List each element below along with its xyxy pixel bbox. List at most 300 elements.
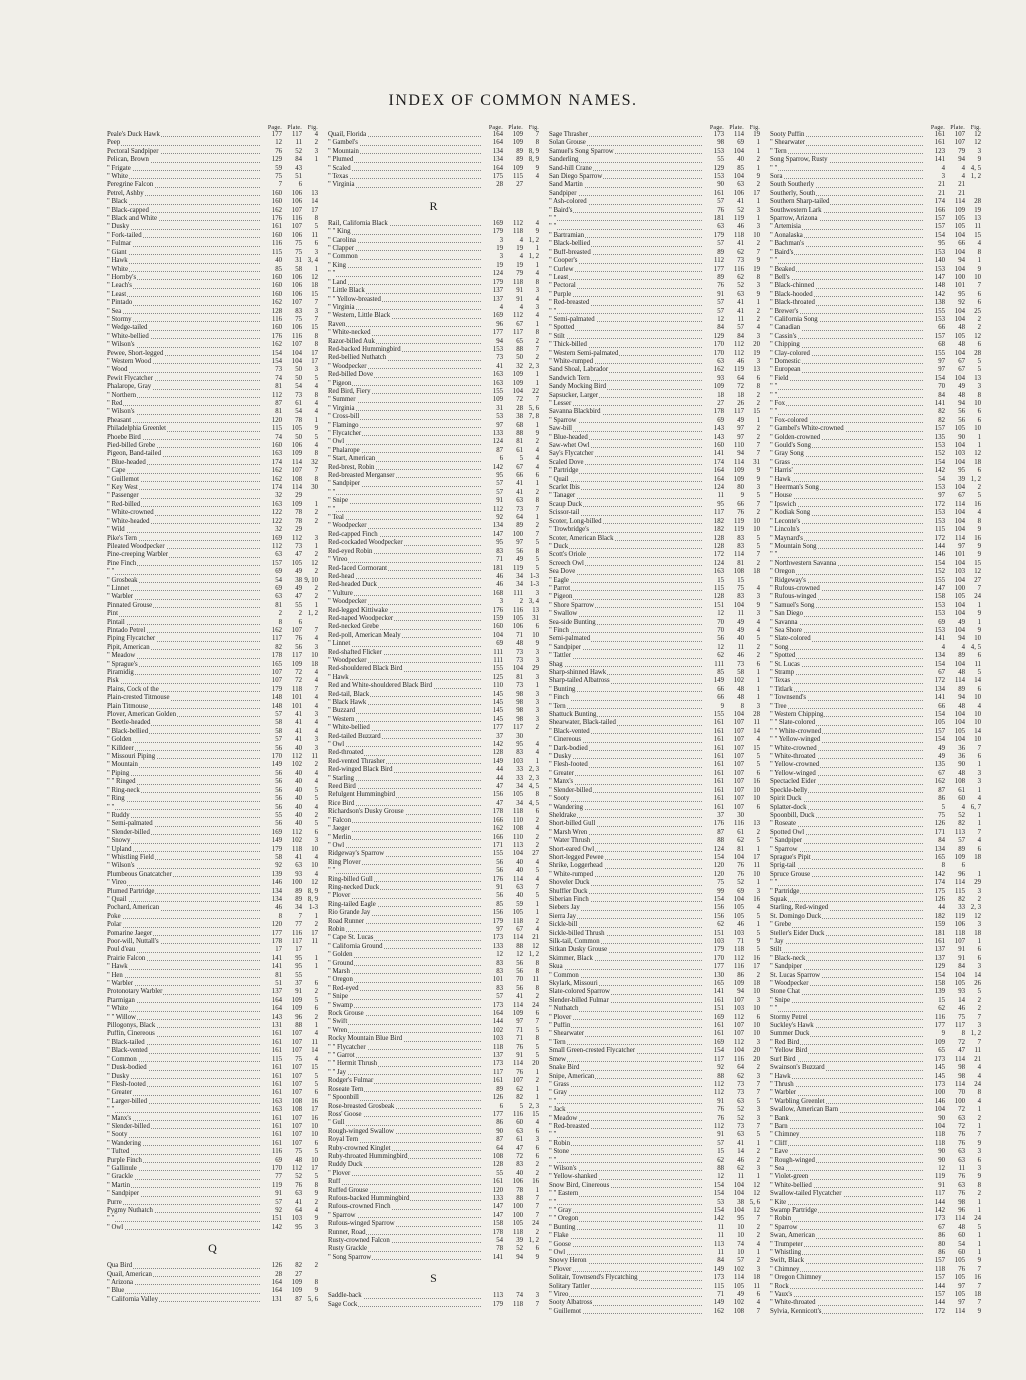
entry-plate: 91 [295, 988, 302, 996]
entry-fig: 18 [753, 980, 760, 988]
index-entry [328, 565, 539, 573]
entry-plate: 46 [958, 1005, 965, 1013]
entry-plate: 116 [292, 929, 302, 937]
entry-plate: 39 [958, 475, 965, 483]
entry-plate: 96 [295, 1013, 302, 1021]
index-entry [328, 1010, 539, 1018]
entry-plate: 60 [516, 1119, 523, 1127]
entry-name [107, 1047, 262, 1055]
index-entry [328, 220, 539, 228]
entry-name-text: Sooty Puffin [770, 131, 805, 138]
entry-page: 166 [492, 833, 503, 841]
entry-fig: 1, 2 [970, 173, 981, 181]
entry-fig: 1, 2 [528, 1237, 539, 1244]
index-entry [549, 139, 760, 147]
entry-page: 100 [934, 1089, 945, 1097]
entry-fig: 4 [314, 669, 318, 676]
entry-name-text: " " [770, 383, 778, 391]
entry-plate: 113 [513, 841, 523, 849]
entry-name [328, 1119, 483, 1127]
entry-fig: 30 [311, 484, 318, 492]
entry-name-text: " Gambel's [328, 139, 358, 147]
entry-name-text: " Key West [107, 484, 138, 492]
entry-page: 177 [271, 929, 282, 937]
entry-name-text: Quail, American [107, 1270, 152, 1278]
entry-name [770, 593, 925, 601]
entry-name [770, 535, 925, 543]
entry-name [770, 190, 925, 198]
entry-name [549, 131, 704, 139]
entry-plate: 31 [295, 257, 302, 265]
entry-fig: 8 [535, 547, 539, 555]
entry-fig: 9 [756, 290, 760, 298]
index-entry [328, 1103, 539, 1111]
entry-name-text: " Snipe [770, 996, 790, 1004]
entry-plate: 106 [291, 282, 302, 290]
entry-fig: 9 [977, 156, 981, 164]
entry-plate: 112 [513, 312, 523, 320]
entry-fig: 18 [974, 458, 981, 466]
entry-plate: 32 [516, 362, 523, 370]
entry-page: 128 [713, 593, 724, 601]
entry-plate: 48 [958, 769, 965, 777]
entry-page: 56 [275, 786, 282, 794]
entry-name [107, 610, 262, 618]
entry-fig: 8 [314, 450, 318, 458]
entry-plate: 107 [291, 1131, 302, 1139]
entry-name [328, 590, 483, 598]
index-entry [770, 1115, 981, 1123]
entry-plate: 100 [291, 879, 302, 887]
entry-fig: 12 [974, 139, 981, 147]
entry-page: 128 [492, 749, 503, 757]
entry-name [549, 408, 704, 416]
entry-name [549, 879, 704, 887]
entry-page: 153 [934, 248, 945, 256]
entry-name [549, 358, 704, 366]
index-entry [549, 879, 760, 887]
entry-plate: 112 [734, 1038, 744, 1046]
entry-fig: 10 [311, 1122, 318, 1130]
entry-page: 15 [717, 576, 724, 584]
entry-name [107, 854, 262, 862]
entry-fig: 7 [314, 626, 318, 634]
entry-plate: 75 [295, 1148, 302, 1156]
entry-fig: 11 [974, 1047, 981, 1055]
index-entry [328, 951, 539, 959]
entry-name [107, 913, 262, 921]
entry-plate: 76 [958, 1139, 965, 1147]
entry-name-text: " Tern [549, 1038, 566, 1046]
entry-fig: 3, 4 [307, 257, 318, 265]
entry-name [770, 585, 925, 593]
entry-page: 104 [934, 1122, 945, 1130]
entry-name-text: " Purple [549, 290, 572, 298]
entry-name-text: " " Yellow-breasted [328, 295, 381, 303]
entry-fig: 3 [535, 303, 539, 311]
entry-page: 157 [934, 223, 945, 231]
entry-name [107, 1262, 262, 1270]
index-entry [549, 585, 760, 593]
entry-name [328, 1128, 483, 1136]
entry-name [328, 665, 483, 673]
index-entry [549, 988, 760, 996]
entry-plate: 98 [516, 699, 523, 706]
entry-name [107, 753, 262, 761]
index-entry [549, 442, 760, 450]
entry-name-text: " Greater [549, 769, 574, 777]
entry-page: 54 [275, 576, 282, 584]
entry-fig: 1-3 [529, 572, 539, 580]
entry-page: 157 [934, 1291, 945, 1299]
entry-plate: 73 [737, 1080, 744, 1088]
entry-name [549, 1131, 704, 1139]
index-entry [107, 543, 318, 551]
entry-plate: 114 [513, 1060, 523, 1068]
entry-page: 160 [713, 442, 724, 450]
entry-page: 177 [492, 329, 503, 337]
entry-name [770, 442, 925, 450]
entry-fig: 5 [314, 433, 318, 441]
index-entry [107, 1047, 318, 1055]
index-entry [328, 1069, 539, 1077]
entry-name-text: Rio Grande Jay [328, 909, 371, 917]
entry-name-text: " Wild [107, 526, 125, 534]
entry-fig: 1 [535, 1068, 539, 1076]
entry-name-text: Scaup Duck [549, 500, 583, 508]
entry-name-text: Poke [107, 912, 121, 920]
entry-plate: 100 [954, 273, 965, 281]
entry-name [328, 472, 483, 480]
index-entry [770, 745, 981, 753]
entry-name [770, 165, 925, 173]
entry-page: 57 [275, 711, 282, 719]
entry-name [549, 1182, 704, 1190]
entry-name-text: " Fork-tailed [107, 231, 142, 239]
entry-fig: 7 [977, 282, 981, 290]
entry-page: 174 [713, 458, 724, 466]
entry-name-text: " " [328, 867, 336, 875]
entry-name-text: " Phalarope [328, 446, 360, 454]
entry-fig: 5 [977, 492, 981, 500]
index-entry [107, 610, 318, 618]
entry-fig: 4 [535, 446, 539, 454]
entry-name-text: Screech Owl [549, 559, 584, 567]
index-entry [549, 619, 760, 627]
entry-name-text: Surf Bird [770, 1055, 796, 1063]
entry-plate: 48 [737, 694, 744, 702]
index-entry [549, 434, 760, 442]
index-entry [107, 518, 318, 526]
entry-plate: 40 [737, 635, 744, 643]
entry-name-text: " Black-bellied [107, 727, 149, 735]
entry-page: 161 [713, 1030, 724, 1038]
entry-name-text: " Bank [770, 1114, 789, 1122]
entry-plate: 5 [519, 1102, 523, 1110]
index-entry [328, 960, 539, 968]
index-entry [328, 1153, 539, 1161]
entry-page: 162 [492, 825, 503, 833]
entry-name [107, 324, 262, 332]
entry-plate: 46 [737, 921, 744, 929]
entry-name-text: " Stramp [770, 669, 795, 676]
entry-name [770, 350, 925, 358]
entry-name-text: Rail, California Black [328, 219, 388, 227]
entry-fig: 1 [535, 320, 539, 328]
entry-name-text: " Black-hooded [770, 290, 813, 298]
entry-page: 84 [938, 837, 945, 845]
entry-name-text: " Brewer's [770, 307, 799, 315]
entry-page: 161 [271, 223, 282, 231]
index-entry [328, 363, 539, 371]
entry-name [107, 1064, 262, 1072]
entry-plate: 83 [737, 534, 744, 542]
entry-name-text: Saw-bill [549, 425, 573, 433]
entry-name-text: " Hawk [770, 1072, 791, 1080]
entry-name-text: " Wedge-tailed [107, 324, 148, 332]
entry-name [328, 926, 483, 934]
entry-fig: 7 [977, 1265, 981, 1273]
index-entry [107, 417, 318, 425]
entry-name-text: Spotted Owl [770, 828, 805, 836]
entry-name [107, 333, 262, 341]
entry-page: 56 [275, 778, 282, 786]
index-entry [107, 938, 318, 946]
entry-page: 147 [934, 273, 945, 281]
entry-page: 69 [938, 618, 945, 626]
entry-plate: 116 [734, 963, 744, 971]
entry-plate: 71 [516, 1026, 523, 1034]
entry-page: 4 [941, 643, 945, 651]
entry-name [770, 1266, 925, 1274]
entry-fig: 2 [314, 551, 318, 559]
entry-name [770, 1157, 925, 1165]
entry-plate: 109 [512, 1010, 523, 1018]
entry-name [549, 1274, 704, 1282]
index-entry [328, 1245, 539, 1253]
entry-plate: 107 [512, 1077, 523, 1085]
index-entry [107, 930, 318, 938]
index-entry [770, 1056, 981, 1064]
entry-name [549, 509, 704, 517]
entry-plate: 106 [512, 623, 523, 631]
entry-fig: 1 [756, 215, 760, 223]
entry-fig: 3 [535, 648, 539, 656]
index-entry [328, 909, 539, 917]
entry-page: 149 [713, 677, 724, 685]
index-entry [328, 834, 539, 842]
entry-page: 92 [717, 1064, 724, 1072]
entry-plate: 27 [516, 181, 523, 189]
entry-name [328, 181, 483, 189]
index-entry [770, 577, 981, 585]
entry-name [549, 165, 704, 173]
entry-name [107, 761, 262, 769]
entry-fig: 3 [756, 484, 760, 492]
entry-fig: 1 [314, 542, 318, 550]
entry-plate: 95 [295, 954, 302, 962]
entry-plate: 57 [737, 324, 744, 332]
index-entry [770, 804, 981, 812]
entry-name-text: " Dusky [549, 753, 572, 761]
index-entry [770, 1224, 981, 1232]
entry-plate: 107 [291, 1122, 302, 1130]
entry-name-text: " Ring [107, 795, 125, 803]
entry-name [328, 1069, 483, 1077]
entry-name [107, 988, 262, 996]
entry-fig: 5 [535, 892, 539, 900]
entry-name-text: " Greater [107, 1089, 132, 1097]
entry-page: 157 [271, 559, 282, 567]
entry-page: 12 [717, 610, 724, 618]
entry-fig: 6 [314, 980, 318, 988]
entry-name-text: Red-throated [328, 749, 364, 757]
entry-fig: 20 [753, 1047, 760, 1055]
entry-page: 133 [492, 942, 503, 950]
index-entry [328, 699, 539, 707]
entry-name-text: Red-eyed Robin [328, 547, 373, 555]
entry-page: 112 [714, 1089, 724, 1097]
entry-fig: 6 [756, 803, 760, 811]
entry-page: 169 [713, 1013, 724, 1021]
entry-plate: 34 [516, 799, 523, 807]
entry-name-text: Snipe, American [549, 1072, 595, 1080]
entry-page: 112 [714, 257, 724, 265]
entry-name [770, 249, 925, 257]
index-entry [770, 350, 981, 358]
entry-name [770, 938, 925, 946]
entry-fig: 1 [977, 442, 981, 450]
entry-name [549, 249, 704, 257]
entry-fig: 2 [535, 833, 539, 841]
entry-page: 157 [934, 215, 945, 223]
entry-fig: 20 [532, 1060, 539, 1068]
entry-name-text: Southern Sharp-tailed [770, 198, 830, 206]
entry-name-text: " Western, Little Black [328, 312, 391, 320]
entry-name [770, 1283, 925, 1291]
entry-page: 56 [275, 803, 282, 811]
index-entry [328, 346, 539, 354]
entry-page: 154 [934, 559, 945, 567]
entry-page: 179 [492, 917, 503, 925]
entry-plate: 105 [954, 215, 965, 223]
entry-name [770, 1131, 925, 1139]
entry-name [107, 661, 262, 669]
index-entry [770, 266, 981, 274]
entry-name-text: Suckley's Hawk [770, 1022, 814, 1030]
entry-name-text: " Sea [770, 1164, 785, 1172]
entry-fig: 28 [974, 349, 981, 357]
entry-name [549, 795, 704, 803]
entry-plate: 106 [291, 231, 302, 239]
entry-name [770, 879, 925, 887]
entry-page: 174 [271, 458, 282, 466]
entry-page: 170 [713, 349, 724, 357]
entry-fig: 26 [974, 980, 981, 988]
index-entry [328, 817, 539, 825]
entry-name-text: Shearwater, Black-tailed [549, 719, 616, 727]
entry-fig: 8 [535, 1035, 539, 1043]
entry-plate: 52 [737, 1114, 744, 1122]
index-entry [549, 661, 760, 669]
entry-page: 153 [713, 147, 724, 155]
entry-page: 161 [713, 736, 724, 744]
entry-plate: 56 [958, 408, 965, 416]
index-entry [549, 963, 760, 971]
entry-page: 118 [935, 1139, 945, 1147]
entry-plate: 48 [958, 324, 965, 332]
index-entry [549, 812, 760, 820]
index-entry [770, 1022, 981, 1030]
entry-plate: 104 [954, 517, 965, 525]
entry-name-text: " Grass [549, 1080, 569, 1088]
entry-name [549, 240, 704, 248]
entry-plate: 83 [295, 307, 302, 315]
entry-plate: 62 [737, 837, 744, 845]
entry-plate: 102 [733, 1265, 744, 1273]
entry-fig: 5 [756, 635, 760, 643]
entry-plate: 104 [954, 559, 965, 567]
entry-fig: 1 [756, 139, 760, 147]
entry-name [549, 1241, 704, 1249]
entry-plate: 56 [516, 547, 523, 555]
entry-name [328, 707, 483, 715]
entry-plate: 33 [516, 774, 523, 782]
entry-name-text: Red-billed Dove [328, 371, 374, 379]
entry-plate: 114 [734, 1274, 744, 1282]
index-entry [549, 871, 760, 879]
entry-plate: 4 [519, 236, 523, 244]
index-entry [549, 1283, 760, 1291]
entry-page: 83 [496, 984, 503, 992]
entry-plate: 34 [295, 904, 302, 912]
entry-fig: 24 [974, 1215, 981, 1223]
entry-name-text: " Woodpecker [328, 362, 367, 370]
entry-plate: 117 [513, 329, 523, 337]
entry-page: 165 [934, 853, 945, 861]
entry-page: 89 [717, 273, 724, 281]
entry-page: 92 [275, 862, 282, 870]
entry-name-text: " Leach's [107, 282, 132, 290]
entry-name [549, 274, 704, 282]
entry-page: 82 [275, 643, 282, 651]
header-page: Page. [709, 125, 724, 131]
entry-name-text: Pike's Tern [107, 534, 137, 542]
entry-fig: 8 [314, 332, 318, 340]
index-entry [770, 1157, 981, 1165]
entry-name-text: " Shearwater [770, 139, 806, 147]
entry-fig: 17 [311, 929, 318, 937]
index-entry [328, 1229, 539, 1237]
entry-name-text: " Oregon [328, 976, 353, 984]
index-entry [770, 1098, 981, 1106]
entry-page: 129 [713, 332, 724, 340]
entry-page: 161 [713, 786, 724, 794]
entry-name [549, 820, 704, 828]
entry-plate: 41 [516, 488, 523, 496]
entry-plate: 52 [516, 1245, 523, 1253]
entry-fig: 2 [756, 559, 760, 567]
entry-page: 155 [934, 576, 945, 584]
entry-name [549, 930, 704, 938]
entry-name-text: " " Flycatcher [328, 1043, 366, 1051]
index-entry [107, 442, 318, 450]
entry-page: 175 [492, 173, 503, 181]
entry-plate: 83 [516, 749, 523, 757]
entry-name-text: " " [107, 568, 115, 576]
entry-name-text: Sand Martin [549, 181, 583, 189]
index-entry [770, 207, 981, 215]
